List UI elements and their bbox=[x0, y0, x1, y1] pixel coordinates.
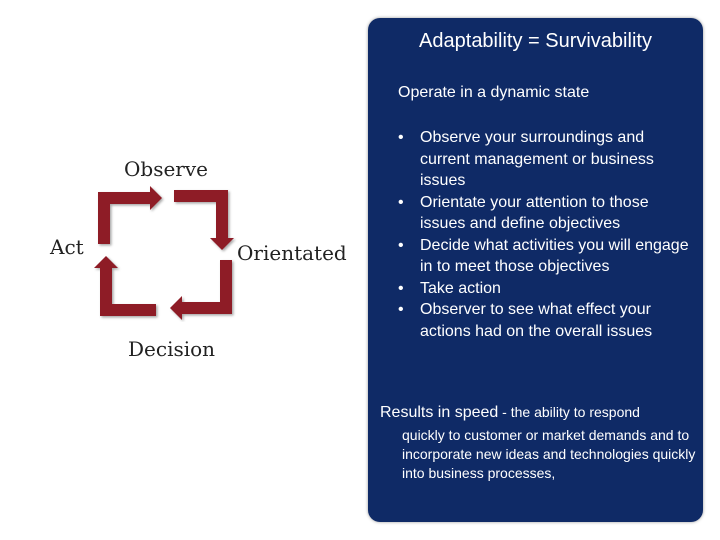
panel-subtitle: Operate in a dynamic state bbox=[398, 84, 590, 101]
label-observe: Observe bbox=[124, 157, 208, 181]
bullet-item: • Observer to see what effect your actions had on the overall issues bbox=[398, 299, 698, 342]
info-panel bbox=[368, 18, 703, 522]
cycle-arrow-top-left bbox=[98, 186, 162, 244]
label-decision: Decision bbox=[128, 337, 216, 361]
results-heading: Results in speed bbox=[380, 404, 499, 421]
cycle-arrow-bottom-right bbox=[170, 260, 232, 320]
results-section bbox=[380, 404, 698, 483]
bullet-item: • Orientate your attention to those issues and define objectives bbox=[398, 192, 698, 235]
panel-title: Adaptability = Survivability bbox=[419, 30, 652, 52]
cycle-arrow-bottom-left bbox=[94, 256, 156, 316]
label-act: Act bbox=[50, 235, 84, 259]
results-body: quickly to customer or market demands and to incorporate new ideas and technologies quickly into business processes, bbox=[402, 427, 696, 481]
ooda-cycle-diagram bbox=[90, 182, 240, 322]
bullet-item: • Decide what activities you will engage in to meet those objectives bbox=[398, 235, 698, 278]
ooda-bullet-list bbox=[398, 127, 698, 342]
bullet-item: • Observe your surroundings and current management or business issues bbox=[398, 127, 698, 192]
cycle-arrow-top-right bbox=[174, 190, 234, 250]
label-orientated: Orientated bbox=[237, 241, 347, 265]
bullet-item: • Take action bbox=[398, 278, 698, 300]
results-line bbox=[380, 404, 698, 422]
results-tail: - the ability to respond bbox=[498, 404, 640, 420]
